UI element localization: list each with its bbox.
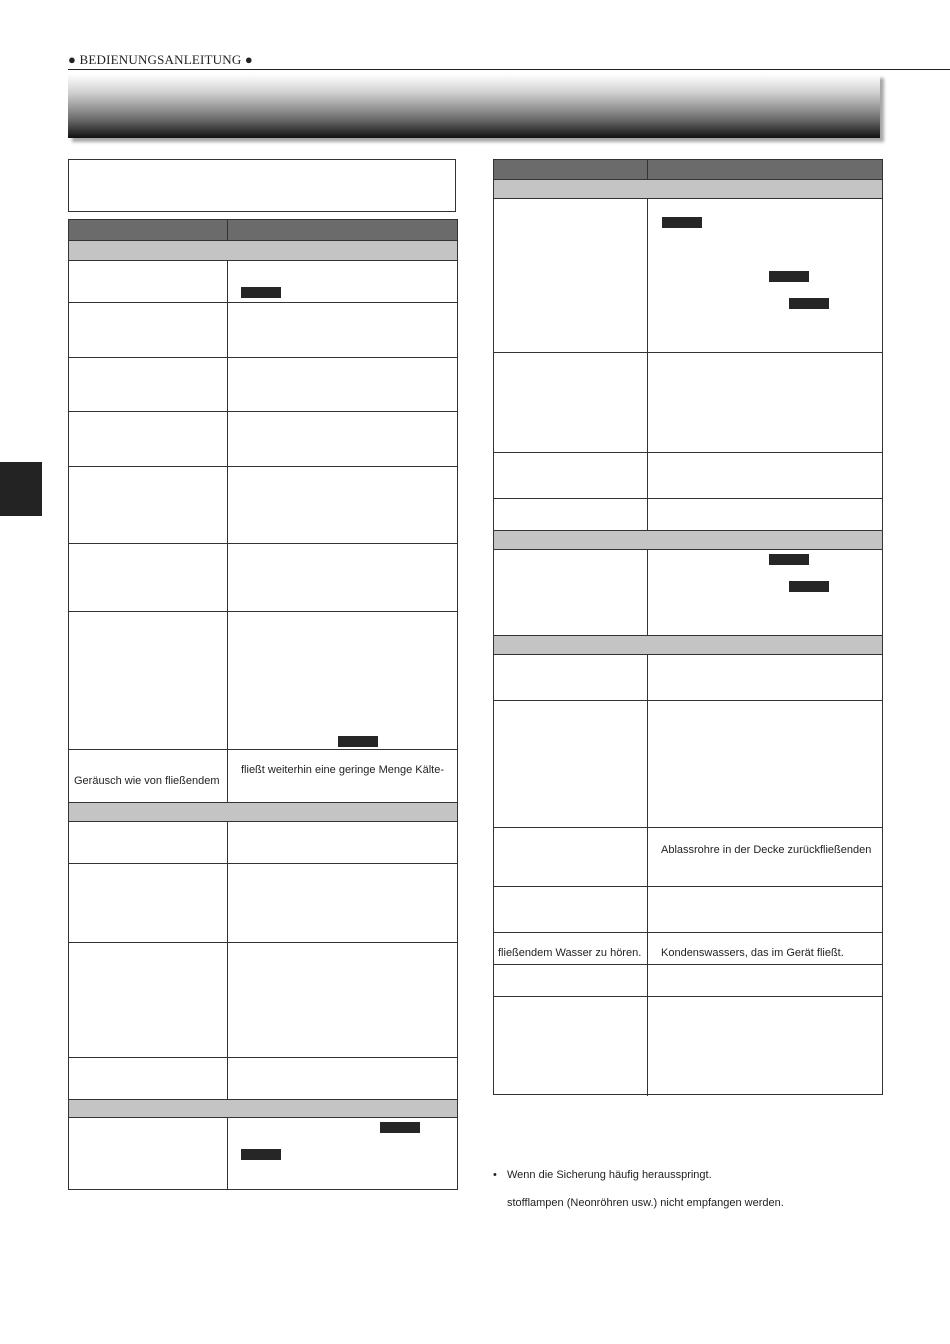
table-row [69,821,457,863]
note-item: stofflampen (Neonröhren usw.) nicht empfangen werden. [507,1197,784,1209]
right-troubleshooting-table [493,159,883,1095]
table-row [69,863,457,942]
explanation-text: fließt weiterhin eine geringe Menge Kälte- [241,764,445,776]
table-row [494,996,882,1096]
table-row [494,700,882,827]
explanation-text: Ablassrohre in der Decke zurückfließenden [661,844,872,856]
table-row [69,749,457,802]
chapter-side-tab [0,462,42,516]
note-item: Wenn die Sicherung häufig herausspringt. [507,1169,712,1181]
table-row [494,827,882,886]
table-row [69,357,457,411]
left-troubleshooting-table [68,219,458,1190]
header-divider [68,69,950,70]
symptom-column-header [494,160,648,179]
table-header-row [69,220,457,240]
reference-page-tag [789,581,829,592]
symptom-text: fließendem Wasser zu hören. [498,947,642,959]
table-row [69,260,457,302]
table-row [69,1117,457,1189]
table-row [69,543,457,611]
explanation-text: Kondenswassers, das im Gerät fließt. [661,947,844,959]
section-header-row [494,179,882,198]
table-row [69,466,457,543]
reference-page-tag [769,271,809,282]
reference-page-tag [241,1149,281,1160]
table-row [69,302,457,357]
symptom-column-header [69,220,228,240]
symptom-text: Geräusch wie von fließendem [74,775,220,787]
section-header-row [494,530,882,549]
table-row [494,452,882,498]
table-row [494,886,882,932]
section-header-row [494,635,882,654]
reference-page-tag [769,554,809,565]
note-bullet: • [493,1169,497,1181]
section-header-row [69,802,457,821]
reference-page-tag [338,736,378,747]
reference-page-tag [662,217,702,228]
section-header-row [69,1099,457,1117]
table-row [494,352,882,452]
table-row [494,549,882,635]
table-row [494,964,882,996]
table-row [69,1057,457,1099]
reference-page-tag [241,287,281,298]
reference-page-tag [380,1122,420,1133]
table-row [494,932,882,964]
table-header-row [494,160,882,179]
notice-box [68,159,456,212]
table-row [69,942,457,1057]
table-row [494,654,882,700]
title-banner [68,74,880,138]
section-header-row [69,240,457,260]
reference-page-tag [789,298,829,309]
table-row [494,498,882,530]
table-row [494,198,882,352]
table-row [69,411,457,466]
manual-header-label: ● BEDIENUNGSANLEITUNG ● [68,52,253,67]
table-row [69,611,457,749]
